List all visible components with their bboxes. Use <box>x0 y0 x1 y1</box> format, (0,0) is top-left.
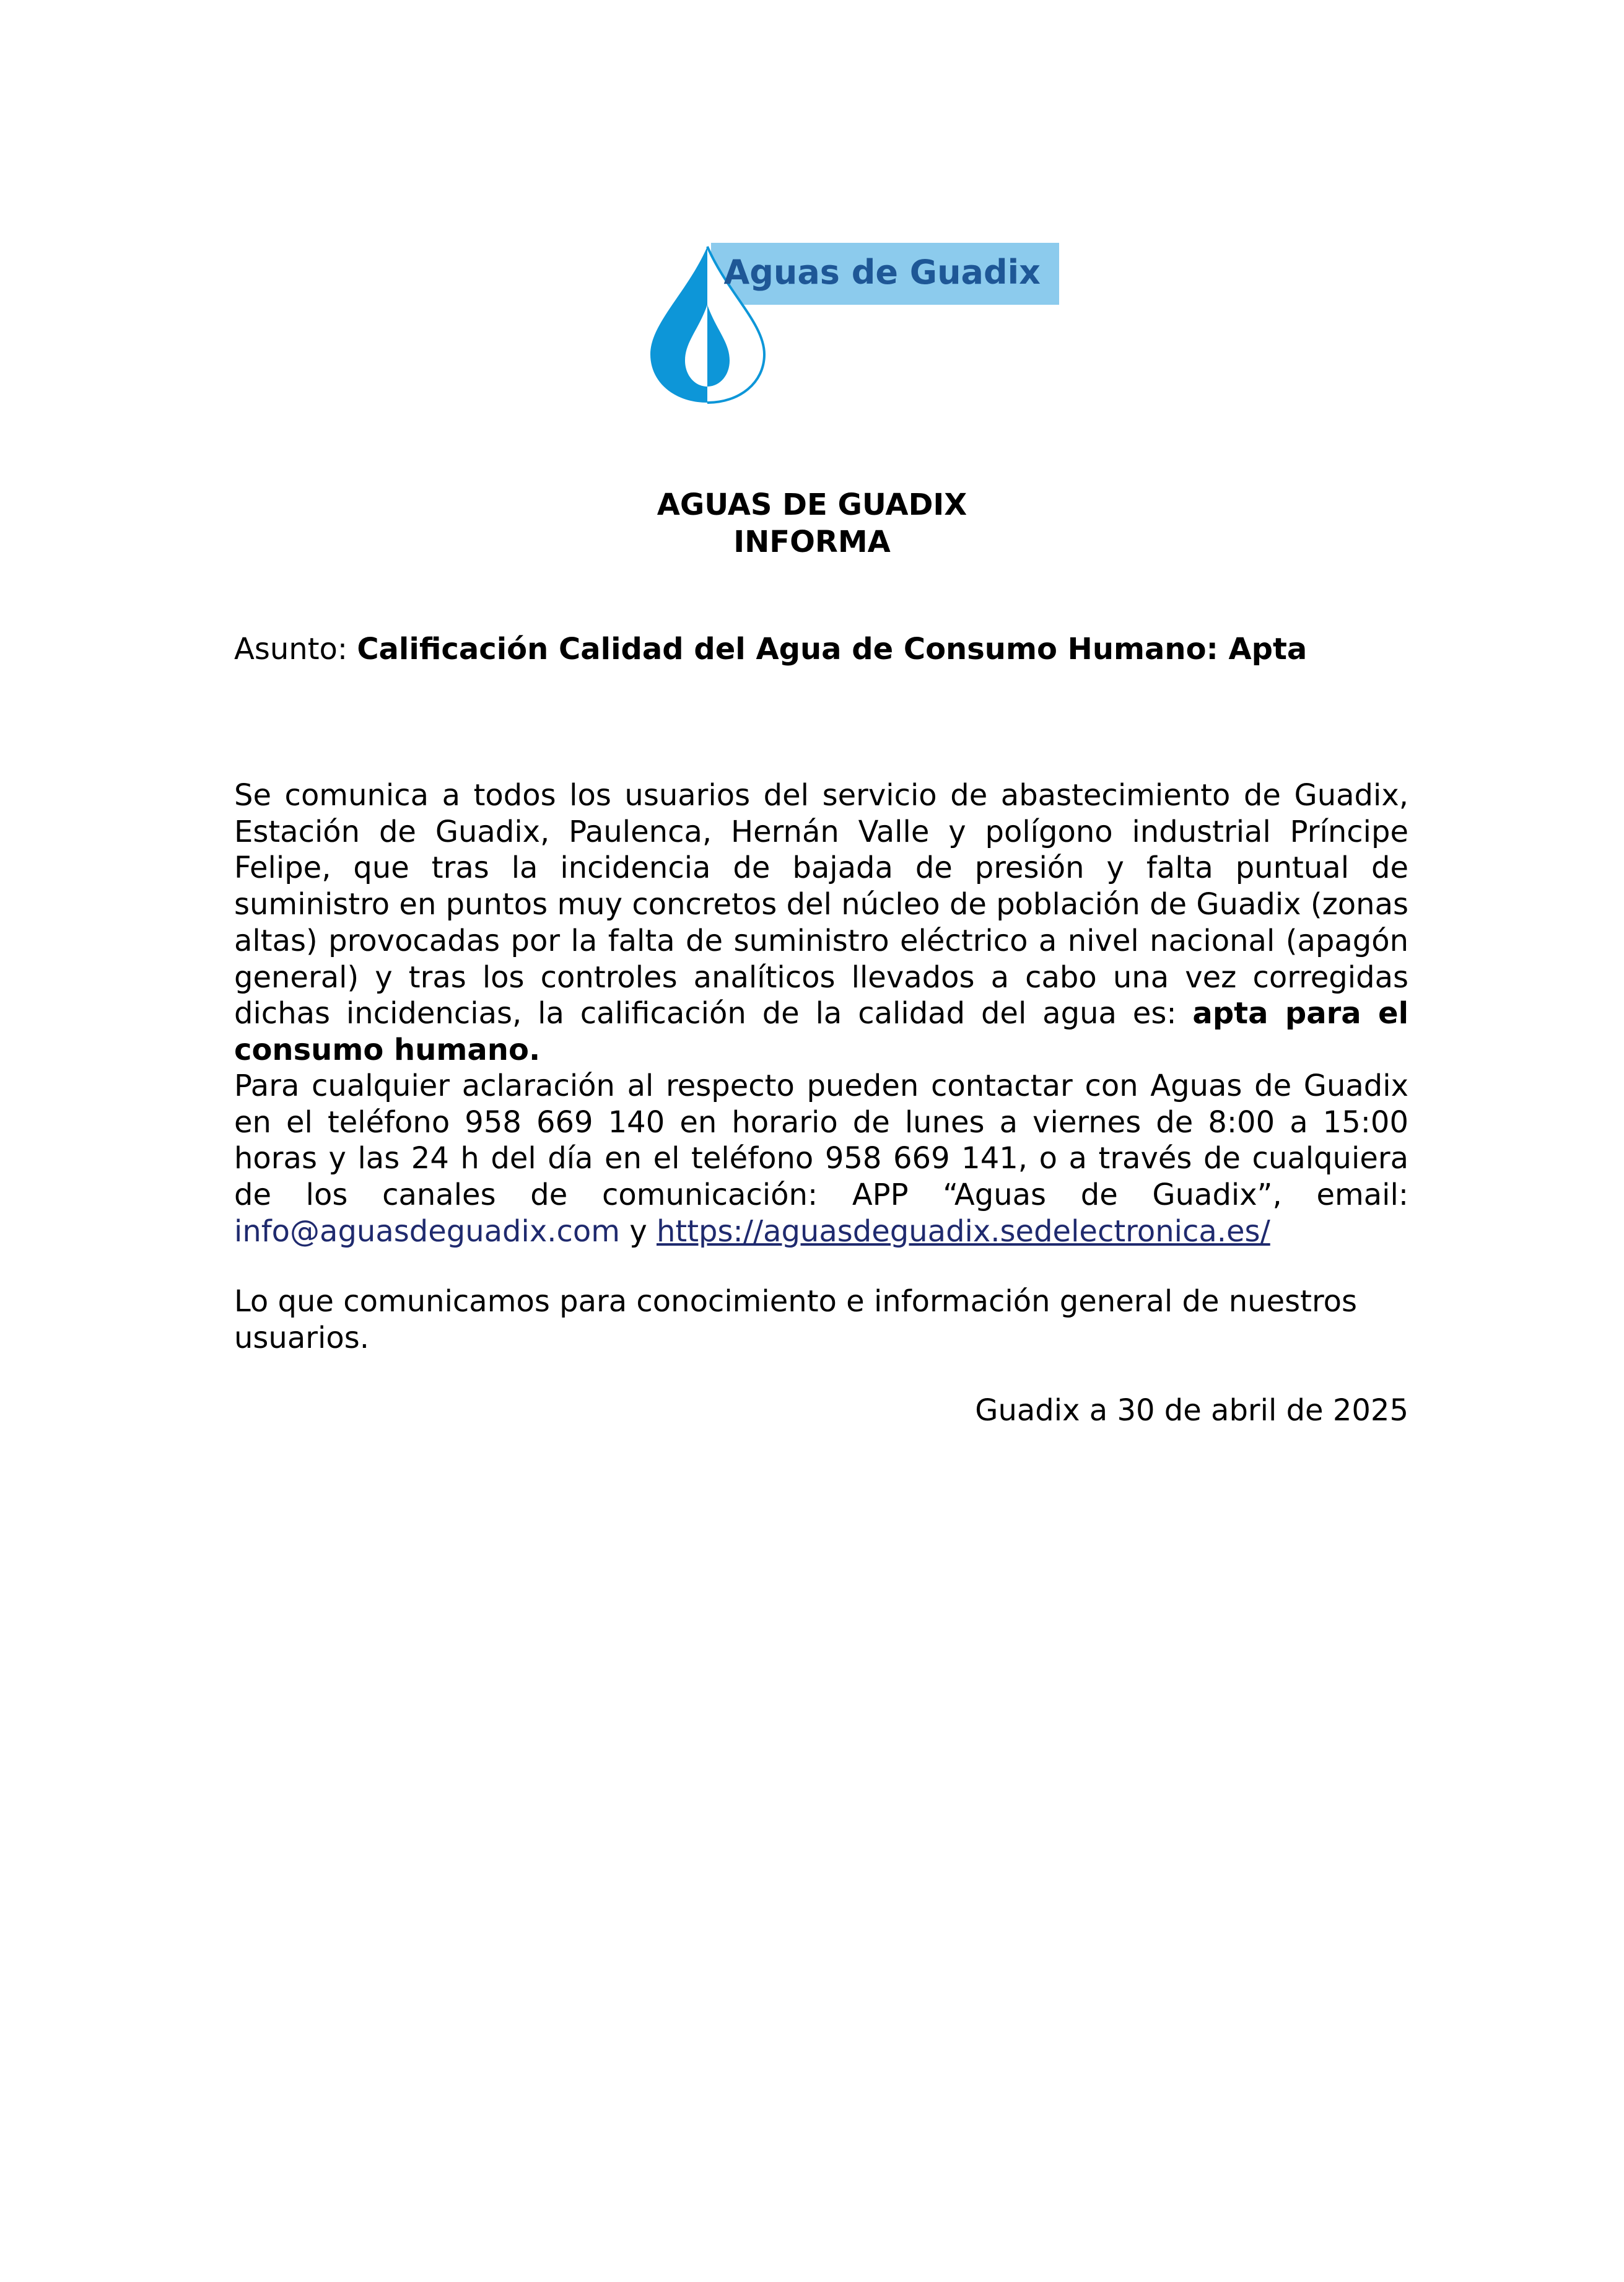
paragraph-closing: Lo que comunicamos para conocimiento e información general de nuestros usuarios. <box>234 1284 1358 1355</box>
email-link[interactable]: info@aguasdeguadix.com <box>234 1213 621 1249</box>
signature-date: Guadix a 30 de abril de 2025 <box>975 1393 1408 1428</box>
notice-conclusion: apta para el consumo humano. <box>234 996 1409 1067</box>
subject-line <box>234 631 1411 668</box>
paragraph-contact <box>234 1068 1408 1250</box>
contact-text: Para cualquier aclaración al respecto pueden contactar con Aguas de Guadix en el teléfono 958 669 140 en horario de lunes a viernes de 8:00 a 15:00 horas y las 24 h del día en el teléfono 958 669 141, o a través de cualquiera de los canales de comunicación: APP “Aguas de Guadix”, email: <box>234 1069 1408 1213</box>
subject-label: Asunto: <box>234 632 348 667</box>
company-logo <box>650 243 1059 405</box>
logo-text: Aguas de Guadix <box>723 253 1041 292</box>
page-subtitle: INFORMA <box>733 525 891 559</box>
page-title: AGUAS DE GUADIX <box>657 487 967 522</box>
notice-text: Se comunica a todos los usuarios del servicio de abastecimiento de Guadix, Estación de Guadix, Paulenca, Hernán Valle y polígono industrial Príncipe Felipe, que tras la incidencia de bajada de presión y falta puntual de suministro en puntos muy concretos del núcleo de población de Guadix (zonas altas) provocadas por la falta de suministro eléctrico a nivel nacional (apagón general) y tras los controles analíticos llevados a cabo una vez corregidas dichas incidencias, la calificación de la calidad del agua es: <box>234 778 1408 1031</box>
conjunction-text: y <box>629 1213 647 1249</box>
subject-value: Calificación Calidad del Agua de Consumo Humano: Apta <box>357 632 1307 667</box>
website-link[interactable]: https://aguasdeguadix.sedelectronica.es/ <box>656 1213 1270 1249</box>
paragraph-notice <box>234 777 1408 1069</box>
